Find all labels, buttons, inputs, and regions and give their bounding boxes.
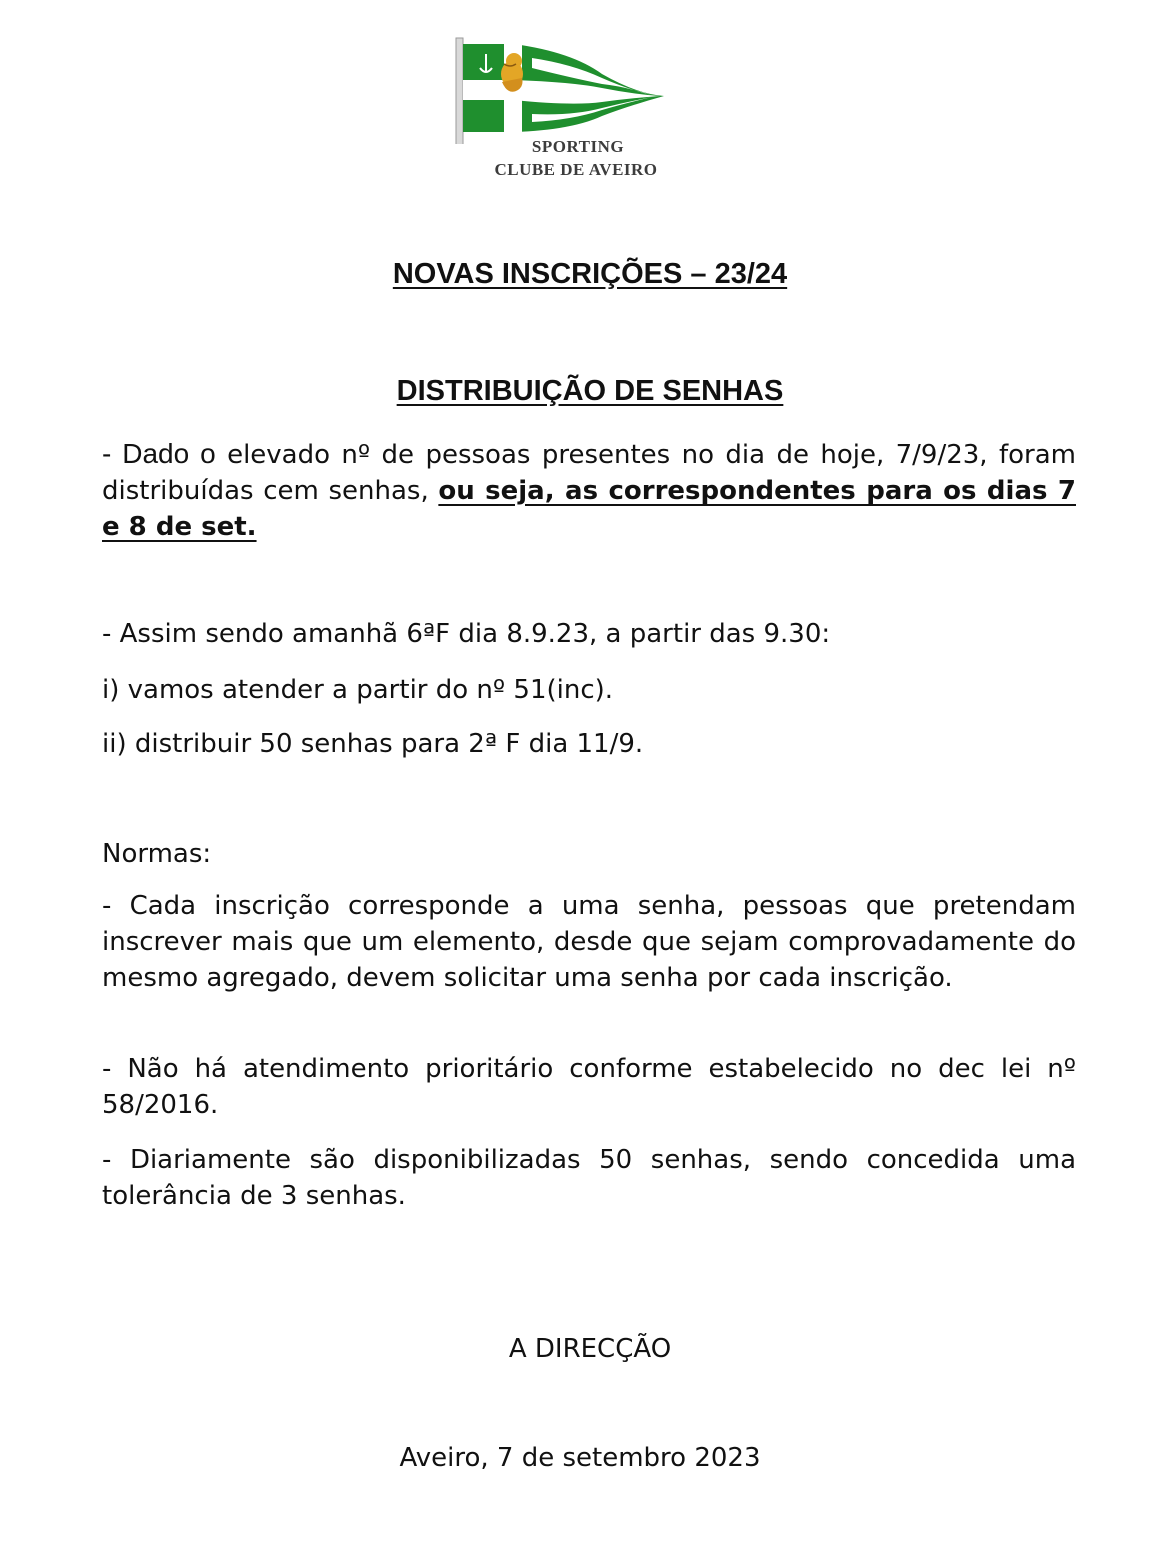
schedule-line-1: - Assim sendo amanhã 6ªF dia 8.9.23, a partir das 9.30: [102, 619, 831, 649]
club-logo [452, 34, 684, 184]
rule-item: - Não há atendimento prioritário conforme estabelecido no dec lei nº 58/2016. [102, 1054, 1076, 1120]
pennant-flag-icon [452, 34, 684, 144]
logo-text-sporting: SPORTING [531, 137, 625, 156]
rules-heading: Normas: [102, 839, 212, 869]
intro-paragraph [102, 436, 1076, 545]
schedule-line-3: ii) distribuir 50 senhas para 2ª F dia 11/9. [102, 729, 644, 759]
rule-item: - Diariamente são disponibilizadas 50 senhas, sendo concedida uma tolerância de 3 senhas. [102, 1145, 1076, 1211]
page-title: NOVAS INSCRIÇÕES – 23/24 [392, 258, 788, 290]
date-line: Aveiro, 7 de setembro 2023 [399, 1443, 761, 1473]
schedule-line-2: i) vamos atender a partir do nº 51(inc). [102, 675, 614, 705]
intro-text: elevado nº de pessoas presentes no dia de hoje, 7/9/23, foram distribuídas cem senhas, [102, 440, 1076, 506]
logo-text-clube: CLUBE DE AVEIRO [494, 160, 658, 179]
intro-emphasis: ou seja, as correspondentes para os dias 7 e 8 de set. [102, 476, 1076, 542]
rule-item: - Cada inscrição corresponde a uma senha, pessoas que pretendam inscrever mais que um elemento, desde que sejam comprovadamente do mesmo agregado, devem solicitar uma senha por cada inscrição. [102, 891, 1076, 993]
intro-lead: - Dado o [102, 438, 216, 469]
signature: A DIRECÇÃO [508, 1334, 672, 1364]
page-subtitle: DISTRIBUIÇÃO DE SENHAS [396, 375, 784, 407]
